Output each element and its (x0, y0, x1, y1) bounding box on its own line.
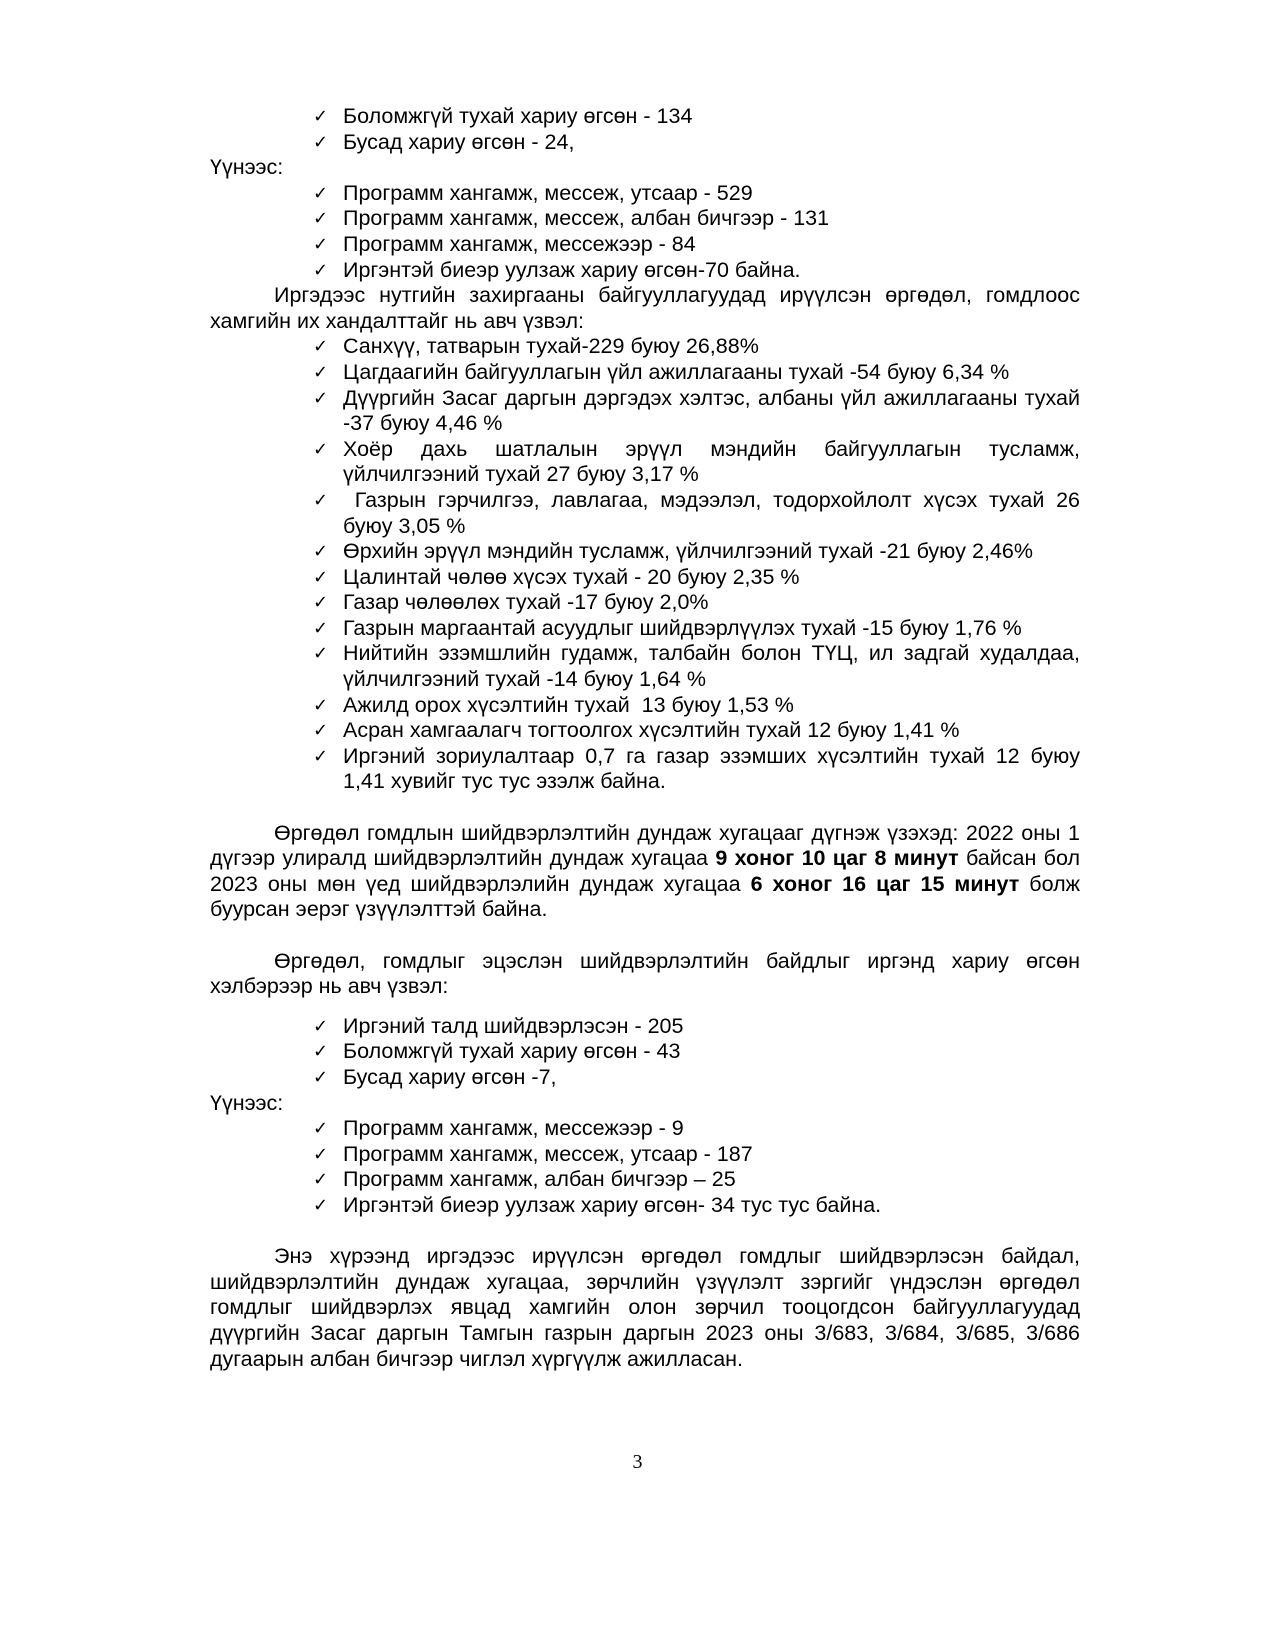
response-list-a (210, 104, 1080, 155)
list-item: ✓ Хоёр дахь шатлалын эрүүл мэндийн байгууллагын тусламж, үйлчилгээний тухай 27 буюу 3,17 % (313, 436, 1080, 487)
list-item: ✓ Газрын маргаантай асуудлыг шийдвэрлүүлэх тухай -15 буюу 1,76 % (313, 615, 1022, 640)
checkmark-icon: ✓ (313, 208, 329, 230)
duration-2022: 9 хоног 10 цаг 8 минут (715, 846, 959, 871)
checkmark-icon: ✓ (313, 1169, 329, 1191)
section-label: Үүнээс: (210, 155, 284, 180)
checkmark-icon: ✓ (313, 1015, 329, 1037)
checkmark-icon: ✓ (313, 438, 329, 460)
list-item: ✓ Нийтийн эзэмшлийн гудамж, талбайн болон ТҮЦ, ил задгай худалдаа, үйлчилгээний тухай -14 буюу 1,64 % (313, 641, 1080, 692)
checkmark-icon: ✓ (313, 131, 329, 153)
paragraph-top-topics: Иргэдээс нутгийн захиргааны байгууллагуудад ирүүлсэн өргөдөл, гомдлоос хамгийн их хандалттайг нь авч үзвэл: (210, 283, 1080, 333)
section-label: Үүнээс: (210, 1090, 284, 1115)
list-item: ✓ Боломжгүй тухай хариу өгсөн - 43 (313, 1039, 681, 1064)
channel-list-b (210, 181, 1080, 283)
list-item: ✓ Программ хангамж, мессеж, утсаар - 187 (313, 1141, 753, 1166)
checkmark-icon: ✓ (313, 1041, 329, 1063)
list-item: ✓ Асран хамгаалагч тогтоолгох хүсэлтийн тухай 12 буюу 1,41 % (313, 718, 960, 743)
list-item: ✓ Бусад хариу өгсөн -7, (313, 1064, 557, 1089)
list-item: ✓ Программ хангамж, мессежээр - 9 (313, 1116, 684, 1141)
channel-list-e (210, 1116, 1080, 1218)
checkmark-icon: ✓ (313, 541, 329, 563)
checkmark-icon: ✓ (313, 387, 329, 409)
checkmark-icon: ✓ (313, 259, 329, 281)
checkmark-icon: ✓ (313, 694, 329, 716)
list-item: ✓ Программ хангамж, мессеж, утсаар - 529 (313, 180, 753, 205)
checkmark-icon: ✓ (313, 643, 329, 665)
checkmark-icon: ✓ (313, 745, 329, 767)
list-item: ✓ Иргэний талд шийдвэрлэсэн - 205 (313, 1013, 684, 1038)
topic-list (210, 334, 1086, 795)
list-item: ✓ Иргэний зориулалтаар 0,7 га газар эзэмших хүсэлтийн тухай 12 буюу 1,41 хувийг тус тус эзэлж байна. (313, 743, 1080, 794)
checkmark-icon: ✓ (313, 361, 329, 383)
paragraph-resolution-time: Өргөдөл гомдлын шийдвэрлэлтийн дундаж хугацааг дүгнэж үзэхэд: 2022 оны 1 дүгээр улиралд шийдвэрлэлтийн дундаж хугацаа 9 хоног 10 цаг 8 минут байсан бол 2023 оны мөн үед шийдвэрлэлийн дундаж хугацаа 6 хоног 16 цаг 15 минут болж буурсан эерэг үзүүлэлттэй байна. (210, 820, 1081, 922)
page-number: 3 (632, 1451, 643, 1473)
checkmark-icon: ✓ (313, 592, 329, 614)
checkmark-icon: ✓ (313, 233, 329, 255)
checkmark-icon: ✓ (313, 566, 329, 588)
document-page (210, 104, 1086, 1372)
checkmark-icon: ✓ (313, 720, 329, 742)
list-item: ✓ Цагдаагийн байгууллагын үйл ажиллагааны тухай -54 буюу 6,34 % (313, 359, 1010, 384)
list-item: ✓ Дүүргийн Засаг даргын дэргэдэх хэлтэс, албаны үйл ажиллагааны тухай -37 буюу 4,46 % (313, 385, 1080, 436)
checkmark-icon: ✓ (313, 1066, 329, 1088)
checkmark-icon: ✓ (313, 1118, 329, 1140)
checkmark-icon: ✓ (313, 182, 329, 204)
list-item: ✓ Бусад хариу өгсөн - 24, (313, 129, 575, 154)
checkmark-icon: ✓ (313, 336, 329, 358)
checkmark-icon: ✓ (313, 1194, 329, 1216)
list-item: ✓ Газрын гэрчилгээ, лавлагаа, мэдээлэл, тодорхойлолт хүсэх тухай 26 буюу 3,05 % (313, 487, 1086, 538)
list-item: ✓ Программ хангамж, албан бичгээр – 25 (313, 1167, 736, 1192)
paragraph-conclusion: Энэ хүрээнд иргэдээс ирүүлсэн өргөдөл гомдлыг шийдвэрлэсэн байдал, шийдвэрлэлтийн дундаж хугацаа, зөрчлийн үзүүлэлт зэргийг үндэслэн өргөдөл гомдлыг шийдвэрлэх явцад хамгийн олон зөрчил тооцогдсон байгууллагуудад дүүргийн Засаг даргын Тамгын газрын даргын 2023 оны 3/683, 3/684, 3/685, 3/686 дугаарын албан бичгээр чиглэл хүргүүлж ажилласан. (210, 1244, 1080, 1371)
response-list-d (210, 1014, 1080, 1091)
list-item: ✓ Боломжгүй тухай хариу өгсөн - 134 (313, 104, 693, 128)
checkmark-icon: ✓ (313, 617, 329, 639)
checkmark-icon: ✓ (313, 1143, 329, 1165)
list-item: ✓ Ажилд орох хүсэлтийн тухай 13 буюу 1,53 % (313, 692, 794, 717)
list-item: ✓ Газар чөлөөлөх тухай -17 буюу 2,0% (313, 590, 709, 615)
list-item: ✓ Өрхийн эрүүл мэндийн тусламж, үйлчилгээний тухай -21 буюу 2,46% (313, 539, 1033, 564)
duration-2023: 6 хоног 16 цаг 15 минут (750, 871, 1020, 896)
paragraph-response-form: Өргөдөл, гомдлыг эцэслэн шийдвэрлэлтийн байдлыг иргэнд хариу өгсөн хэлбэрээр нь авч үзвэл: (210, 948, 1080, 999)
list-item: ✓ Иргэнтэй биеэр уулзаж хариу өгсөн-70 байна. (313, 257, 801, 282)
checkmark-icon: ✓ (313, 489, 329, 511)
list-item: ✓ Цалинтай чөлөө хүсэх тухай - 20 буюу 2,35 % (313, 564, 800, 589)
checkmark-icon: ✓ (313, 106, 329, 127)
list-item: ✓ Санхүү, татварын тухай-229 буюу 26,88% (313, 334, 759, 359)
list-item: ✓ Программ хангамж, мессеж, албан бичгээр - 131 (313, 206, 830, 231)
list-item: ✓ Иргэнтэй биеэр уулзаж хариу өгсөн- 34 тус тус байна. (313, 1192, 882, 1217)
list-item: ✓ Программ хангамж, мессежээр - 84 (313, 231, 696, 256)
